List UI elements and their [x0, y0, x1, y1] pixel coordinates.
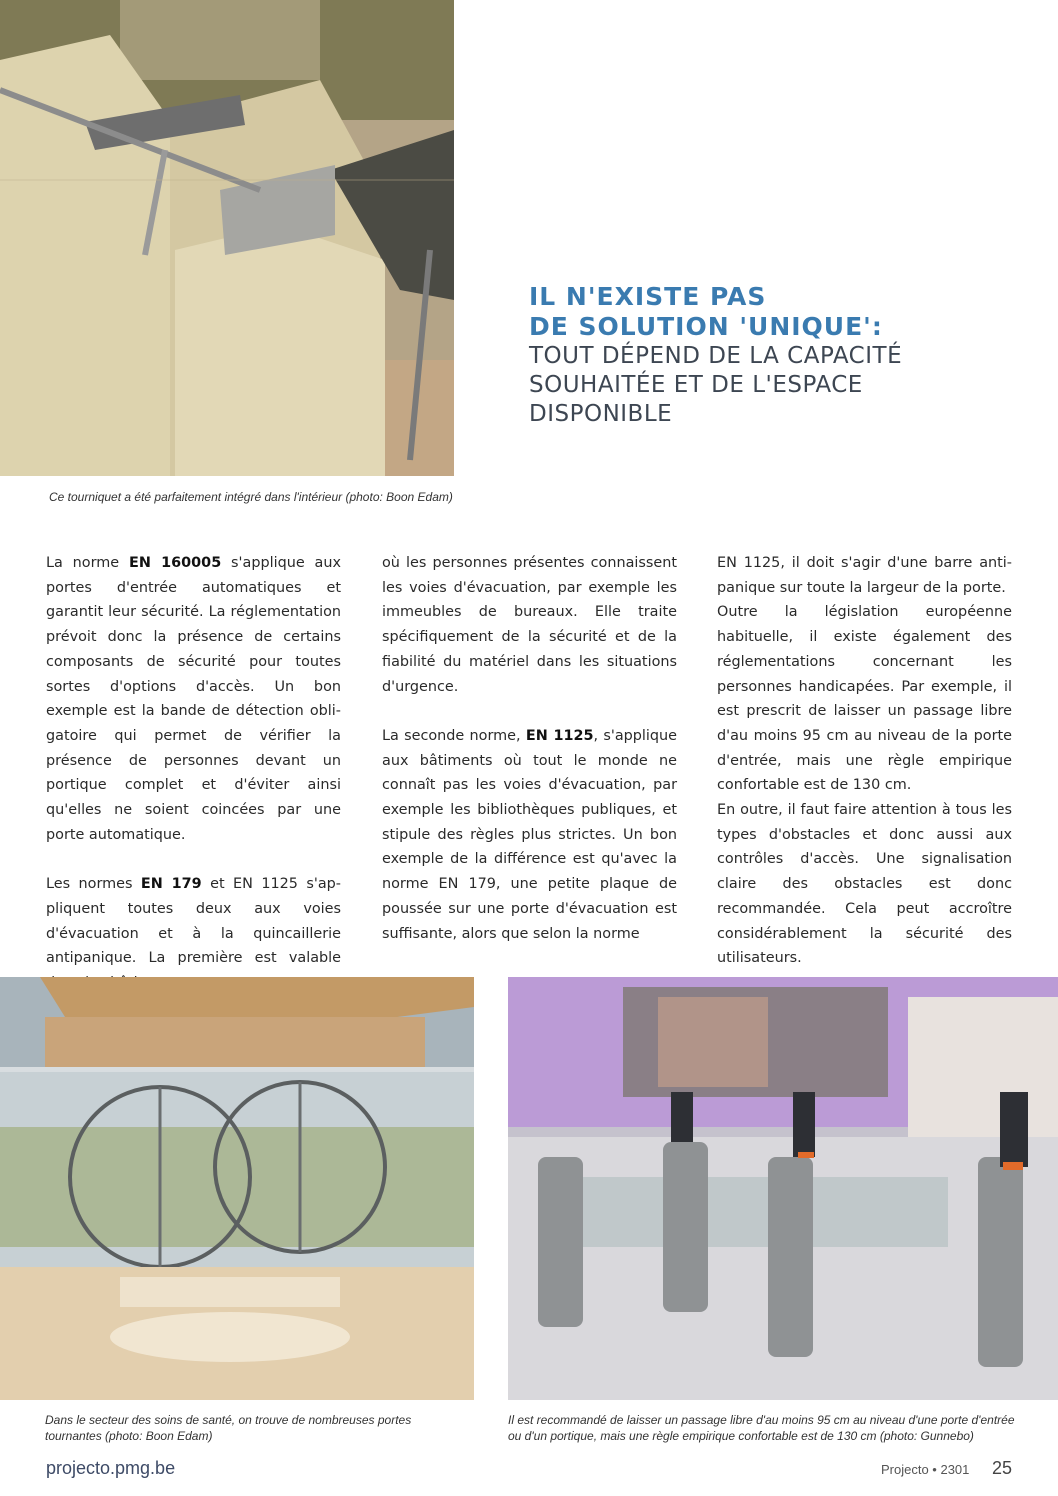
headline-line-2: DE SOLUTION 'UNIQUE': [529, 312, 883, 341]
standard-name: EN 179 [140, 876, 202, 893]
website-link[interactable]: projecto.pmg.be [46, 1458, 176, 1478]
text-column-3 [717, 551, 1012, 971]
turnstile-photo-caption: Ce tourniquet a été parfaitement intégré dans l'intérieur (photo: Boon Edam) [49, 490, 453, 504]
revolving-door-photo-caption: Dans le secteur des soins de santé, on trouve de nombreuses portes tournantes (photo: Boon Edam) [45, 1413, 412, 1443]
headline-line-3: TOUT DÉPEND DE LA CAPACITÉ [529, 343, 903, 369]
paragraph: La norme EN 160005 s'applique aux portes d'entrée automatiques et garantit leur sécurité. La réglementation prévoit donc la présence de certains composants de sécurité pour toutes sortes d'options d'accès. Un bon exemple est la bande de détection obligatoire qui permet de vérifier la présence de personnes devant un portique complet et d'éviter ainsi qu'elles ne soient coincées par une porte automatique. [46, 555, 341, 843]
speed-gates-photo-caption: Il est recommandé de laisser un passage libre d'au moins 95 cm au niveau d'une porte d'entrée ou d'un portique, mais une règle empirique confortable est de 130 cm (photo: Gunnebo) [508, 1413, 1015, 1443]
paragraph: Outre la législation européenne habituelle, il existe également des réglementations concernant les personnes handicapées. Par exemple, il est prescrit de laisser un passage libre d'au moins 95 cm au niveau de la porte d'entrée, mais une règle empirique confortable est de 130 cm. [717, 604, 1012, 794]
turnstile-photo [0, 0, 454, 476]
paragraph: Les normes EN 179 et EN 1125 s'appliquent toutes deux aux voies d'évacuation et à la quincaillerie antipanique. La première est valable [46, 876, 341, 967]
standard-name: EN 160005 [128, 555, 222, 571]
text-column-1 [46, 551, 341, 1020]
section-headline [529, 282, 989, 429]
revolving-door-photo [0, 977, 474, 1400]
paragraph: où les personnes présentes connaissent les voies d'évacuation, par exemple les immeubles de bureaux. Elle traite spécifiquement de la sécurité et de la fiabilité du matériel dans les situations d'urgence. [382, 555, 677, 695]
headline-line-1: IL N'EXISTE PAS [529, 282, 767, 311]
page-number: 25 [992, 1458, 1013, 1478]
text-column-2 [382, 551, 677, 971]
publication-issue: Projecto • 2301 [881, 1462, 970, 1477]
paragraph: La seconde norme, EN 1125, s'applique aux bâtiments où tout le monde ne connaît pas les voies d'évacuation, par exemple les bibliothèques publiques, et stipule des règles plus strictes. Un bon exemple de la différence est qu'avec la norme EN 179, une petite plaque de poussée sur une porte d'évacuation est suffisante, alors que selon la norme [382, 727, 678, 942]
speed-gates-photo [508, 977, 1058, 1400]
headline-line-4: SOUHAITÉE ET DE L'ESPACE [529, 372, 863, 398]
paragraph: En outre, il faut faire attention à tous les types d'obstacles et donc aussi aux contrôles d'accès. Une signalisation claire des obstacles est donc recommandée. Cela peut accroître considérablement la sécurité des utilisateurs. [717, 802, 1012, 967]
headline-line-5: DISPONIBLE [529, 401, 673, 427]
standard-name: EN 1125 [525, 727, 594, 744]
paragraph: EN 1125, il doit s'agir d'une barre antipanique sur toute la largeur de la porte. [717, 555, 1012, 596]
